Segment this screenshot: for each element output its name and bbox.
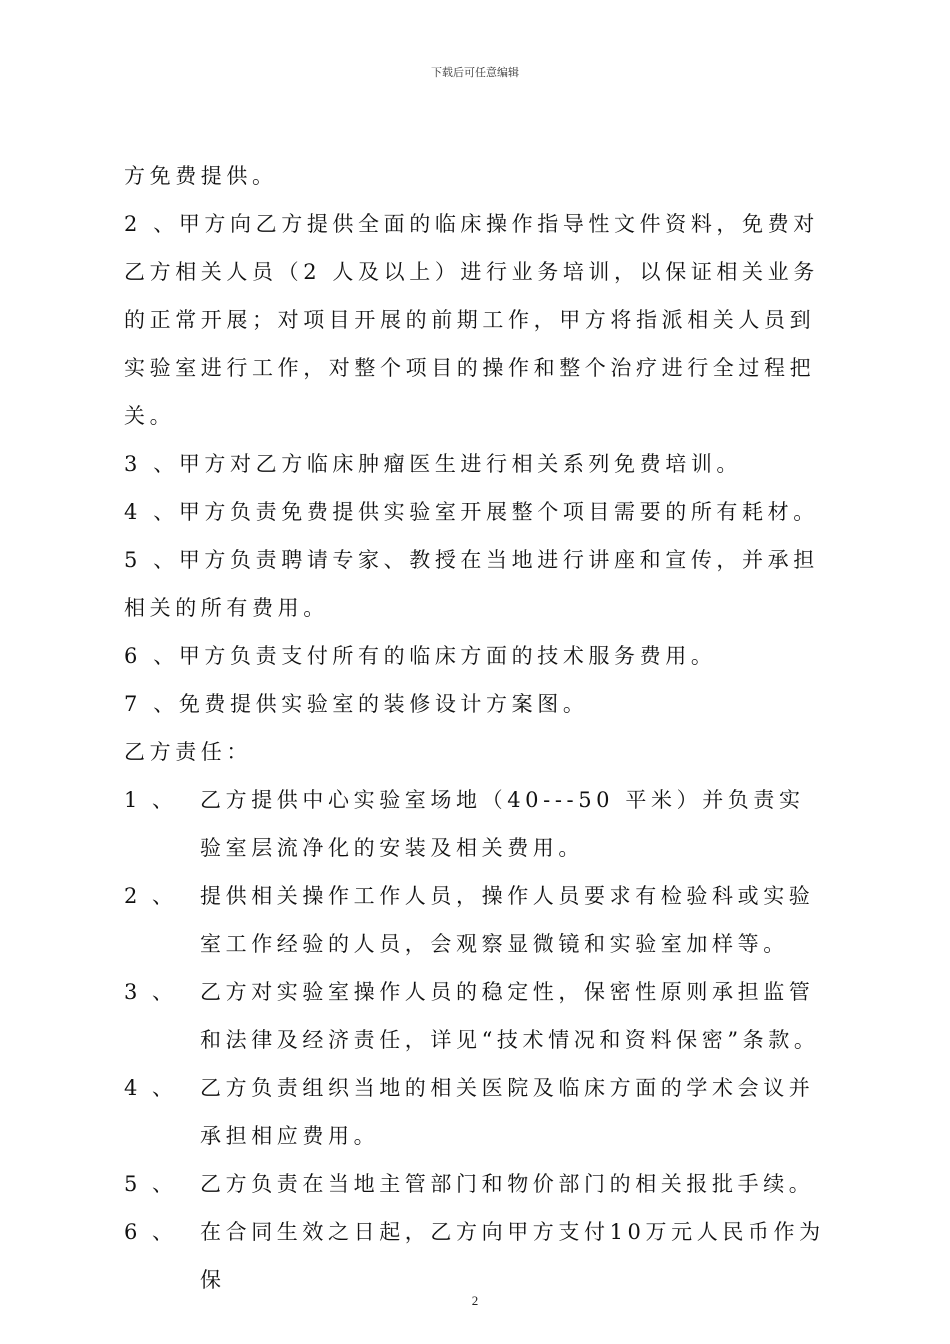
item-text: 提供相关操作工作人员，操作人员要求有检验科或实验室工作经验的人员，会观察显微镜和实验室加样等。 <box>200 884 815 956</box>
party-b-item-3 <box>124 968 828 1064</box>
party-a-item-4: 4 、甲方负责免费提供实验室开展整个项目需要的所有耗材。 <box>124 500 819 524</box>
item-text: 乙方负责在当地主管部门和物价部门的相关报批手续。 <box>200 1172 815 1196</box>
paragraph-continuation: 方免费提供。 <box>124 164 278 188</box>
party-a-item-3: 3 、甲方对乙方临床肿瘤医生进行相关系列免费培训。 <box>124 452 743 476</box>
item-number: 5 、 <box>124 1172 178 1196</box>
party-b-item-2 <box>124 872 828 968</box>
party-b-item-4 <box>124 1064 828 1160</box>
party-a-item-2: 2 、甲方向乙方提供全面的临床操作指导性文件资料，免费对乙方相关人员（2 人及以上）进行业务培训，以保证相关业务的正常开展；对项目开展的前期工作，甲方将指派相关人员到实验室进行工作，对整个项目的操作和整个治疗进行全过程把关。 <box>124 212 819 428</box>
page-number: 2 <box>471 1293 479 1308</box>
item-text: 乙方提供中心实验室场地（40---50 平米）并负责实验室层流净化的安装及相关费用。 <box>200 788 805 860</box>
item-number: 4 、 <box>124 1076 178 1100</box>
page-header: 下载后可任意编辑 <box>431 66 519 79</box>
item-text: 乙方负责组织当地的相关医院及临床方面的学术会议并承担相应费用。 <box>200 1076 815 1148</box>
item-number: 3 、 <box>124 980 178 1004</box>
party-b-item-6 <box>124 1208 828 1304</box>
party-a-item-5: 5 、甲方负责聘请专家、教授在当地进行讲座和宣传，并承担相关的所有费用。 <box>124 548 819 620</box>
party-b-item-5 <box>124 1160 828 1208</box>
item-number: 6 、 <box>124 1220 178 1244</box>
party-b-item-1 <box>124 776 828 872</box>
party-a-item-6: 6 、甲方负责支付所有的临床方面的技术服务费用。 <box>124 644 717 668</box>
item-text: 乙方对实验室操作人员的稳定性，保密性原则承担监管和法律及经济责任，详见“技术情况和资料保密”条款。 <box>200 980 820 1052</box>
party-a-item-7: 7 、免费提供实验室的装修设计方案图。 <box>124 692 589 716</box>
document-body <box>124 152 828 1304</box>
item-number: 2 、 <box>124 884 178 908</box>
item-number: 1 、 <box>124 788 178 812</box>
party-b-heading: 乙方责任： <box>124 740 252 764</box>
item-text: 在合同生效之日起，乙方向甲方支付10万元人民币作为保 <box>200 1220 825 1292</box>
